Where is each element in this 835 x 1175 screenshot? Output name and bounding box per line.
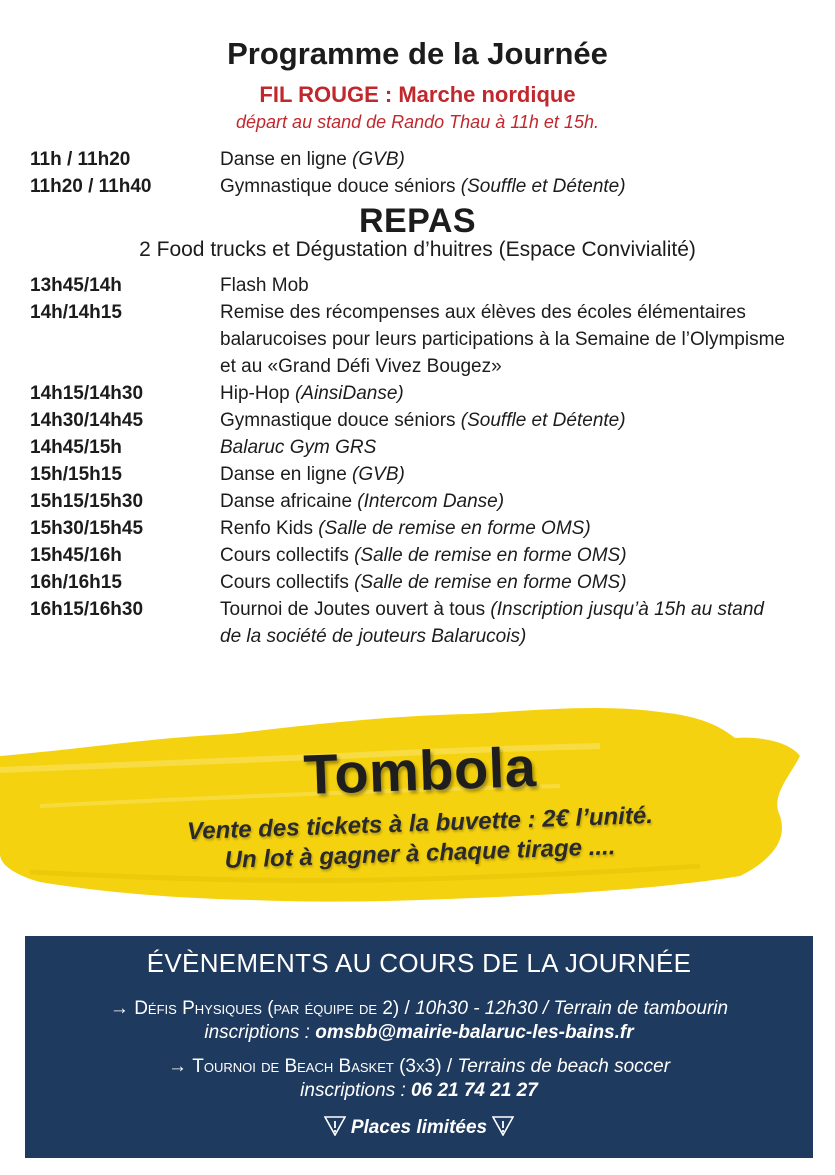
separator: / [441, 1056, 458, 1077]
schedule-row [30, 380, 820, 407]
tombola-line-2: Un lot à gagner à chaque tirage .... [224, 833, 616, 874]
activity-name: Gymnastique douce séniors [220, 410, 461, 431]
activity-detail: (AinsiDanse) [294, 383, 404, 404]
activity-detail: (Inscription jusqu’à 15h au stand de la société de jouteurs Balarucois) [220, 599, 764, 647]
schedule-row [30, 569, 820, 596]
repas-title: REPAS [358, 202, 477, 240]
schedule-row [30, 434, 820, 461]
schedule-row [30, 407, 820, 434]
schedule-activity [220, 461, 820, 488]
schedule-activity [220, 542, 820, 569]
fil-rouge: FIL ROUGE : Marche nordique [259, 82, 576, 107]
afternoon-schedule [30, 272, 820, 650]
separator: / [399, 998, 416, 1019]
activity-detail: (Salle de remise en forme OMS) [354, 545, 627, 566]
activity-detail: (Salle de remise en forme OMS) [354, 572, 627, 593]
schedule-time: 14h45/15h [30, 437, 122, 458]
schedule-activity [220, 434, 820, 461]
schedule-time: 11h / 11h20 [30, 149, 131, 170]
activity-detail: Balaruc Gym GRS [220, 437, 377, 458]
schedule-activity [220, 173, 820, 200]
morning-schedule [30, 146, 820, 200]
event-1-line [25, 998, 813, 1020]
registration-label: inscriptions : [300, 1080, 412, 1101]
schedule-activity [220, 515, 820, 542]
schedule-row [30, 299, 820, 380]
registration-email: omsbb@mairie-balaruc-les-bains.fr [315, 1022, 634, 1043]
repas-subtitle: 2 Food trucks et Dégustation d’huitres (Espace Convivialité) [139, 238, 696, 261]
depart-info: départ au stand de Rando Thau à 11h et 15h. [236, 112, 599, 132]
tombola-line-1: Vente des tickets à la buvette : 2€ l’unité. [186, 801, 654, 846]
schedule-row [30, 515, 820, 542]
schedule-time: 15h30/15h45 [30, 518, 144, 539]
event-2-name: Tournoi de Beach Basket (3x3) [192, 1056, 442, 1077]
event-1-info: 10h30 - 12h30 / Terrain de tambourin [415, 998, 729, 1019]
activity-name: Danse africaine [220, 491, 358, 512]
event-1-name: Défis Physiques (par équipe de 2) [134, 998, 400, 1019]
schedule-row [30, 272, 820, 299]
schedule-time: 13h45/14h [30, 275, 122, 296]
schedule-activity [220, 299, 820, 380]
page-title: Programme de la Journée [227, 36, 608, 71]
arrow-icon: → [167, 1056, 187, 1077]
schedule-activity [220, 146, 820, 173]
tombola-title: Tombola [302, 734, 538, 807]
activity-name: Remise des récompenses aux élèves des écoles élémentaires balarucoises pour leurs participations à la Semaine de l’Olympisme et au «Grand Défi Vivez Bougez» [220, 302, 785, 377]
event-1-registration [25, 1022, 813, 1044]
schedule-time: 15h45/16h [30, 545, 122, 566]
schedule-time: 14h15/14h30 [30, 383, 144, 404]
arrow-icon: → [109, 998, 129, 1019]
activity-name: Cours collectifs [220, 545, 355, 566]
schedule-activity [220, 380, 820, 407]
event-2-line [25, 1056, 813, 1078]
schedule-time: 16h15/16h30 [30, 599, 144, 620]
activity-name: Flash Mob [220, 275, 309, 296]
schedule-row [30, 596, 820, 650]
activity-detail: (Intercom Danse) [357, 491, 505, 512]
registration-phone: 06 21 74 21 27 [411, 1080, 538, 1101]
schedule-row [30, 542, 820, 569]
schedule-activity [220, 272, 820, 299]
events-title: ÉVÈNEMENTS AU COURS DE LA JOURNÉE [146, 948, 692, 978]
activity-name: Gymnastique douce séniors [220, 176, 461, 197]
activity-name: Danse en ligne [220, 149, 353, 170]
activity-name: Danse en ligne [220, 464, 353, 485]
schedule-row [30, 488, 820, 515]
activity-detail: (Souffle et Détente) [460, 410, 626, 431]
schedule-activity [220, 488, 820, 515]
registration-label: inscriptions : [204, 1022, 316, 1043]
schedule-time: 15h/15h15 [30, 464, 122, 485]
places-limitees [25, 1116, 813, 1139]
activity-detail: (GVB) [352, 149, 405, 170]
event-2-registration [25, 1080, 813, 1102]
schedule-activity [220, 569, 820, 596]
schedule-row [30, 173, 820, 200]
activity-name: Hip-Hop [220, 383, 295, 404]
schedule-row [30, 146, 820, 173]
schedule-row [30, 461, 820, 488]
schedule-activity [220, 596, 820, 650]
schedule-time: 14h/14h15 [30, 302, 122, 323]
activity-detail: (GVB) [352, 464, 405, 485]
schedule-time: 14h30/14h45 [30, 410, 144, 431]
places-label: Places limitées [350, 1117, 488, 1138]
activity-detail: (Salle de remise en forme OMS) [318, 518, 591, 539]
warning-icon [324, 1116, 346, 1136]
activity-name: Tournoi de Joutes ouvert à tous [220, 599, 491, 620]
warning-icon [492, 1116, 514, 1136]
activity-detail: (Souffle et Détente) [460, 176, 626, 197]
activity-name: Cours collectifs [220, 572, 355, 593]
schedule-time: 11h20 / 11h40 [30, 176, 152, 197]
activity-name: Renfo Kids [220, 518, 319, 539]
schedule-time: 16h/16h15 [30, 572, 122, 593]
schedule-activity [220, 407, 820, 434]
events-box [25, 936, 813, 1158]
schedule-time: 15h15/15h30 [30, 491, 144, 512]
event-2-info: Terrains de beach soccer [457, 1056, 671, 1077]
